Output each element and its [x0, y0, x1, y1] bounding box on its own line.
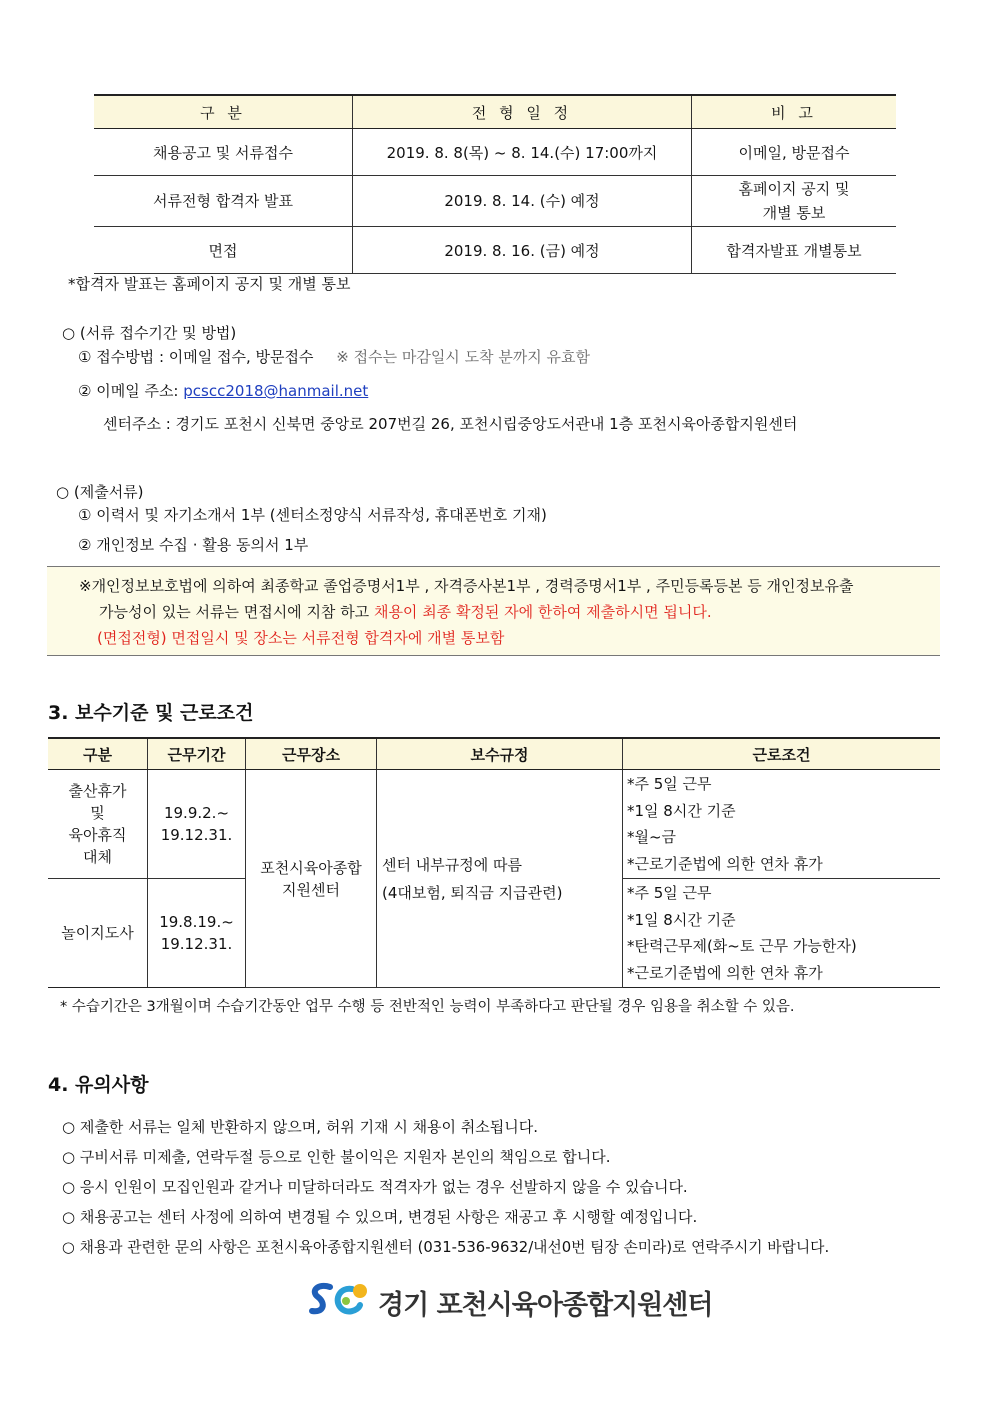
work-period: [148, 770, 246, 879]
pay-rule: [377, 770, 623, 988]
job-type-line: 및: [90, 804, 105, 822]
schedule-note: 이메일, 방문접수: [692, 129, 897, 176]
work-place-line: 지원센터: [282, 880, 340, 899]
work-conditions: [623, 879, 941, 988]
logo-text: 경기 포천시육아종합지원센터: [378, 1290, 713, 1321]
schedule-note: 합격자발표 개별통보: [692, 227, 897, 274]
table-row: [94, 176, 896, 227]
method-note: ※ 접수는 마감일시 도착 분까지 유효함: [336, 348, 591, 366]
schedule-table: [94, 94, 896, 274]
table-row: [94, 227, 896, 274]
section-title: 3. 보수기준 및 근로조건: [48, 702, 254, 724]
pay-header: 보수규정: [377, 738, 623, 770]
work-period: [148, 879, 246, 988]
schedule-item: 서류전형 합격자 발표: [94, 176, 353, 227]
notice-item: ○ 구비서류 미제출, 연락두절 등으로 인한 불이익은 지원자 본인의 책임으로 합니다.: [62, 1148, 611, 1166]
job-type-line: 출산휴가: [68, 782, 127, 800]
section-title: 4. 유의사항: [48, 1074, 149, 1096]
center-logo: [308, 1279, 713, 1321]
documents-note-box: [47, 566, 940, 656]
condition-line: *근로기준법에 의한 연차 휴가: [627, 854, 823, 873]
schedule-date: 2019. 8. 16. (금) 예정: [353, 227, 692, 274]
section3-footnote: * 수습기간은 3개월이며 수습기간동안 업무 수행 등 전반적인 능력이 부족하다고 판단될 경우 임용을 취소할 수 있음.: [60, 999, 795, 1015]
schedule-header-note: 비 고: [692, 95, 897, 129]
work-period-line: 19.8.19.~: [159, 913, 234, 931]
pay-rule-line: (4대보험, 퇴직금 지급관련): [382, 883, 563, 902]
work-place: [246, 770, 377, 988]
center-address: 센터주소 : 경기도 포천시 신북면 중앙로 207번길 26, 포천시립중앙도서관내 1층 포천시육아종합지원센터: [103, 415, 798, 433]
pay-header: 근무장소: [246, 738, 377, 770]
documents-item: ② 개인정보 수집 · 활용 동의서 1부: [78, 536, 309, 554]
application-method: [78, 346, 590, 367]
notice-item: ○ 채용공고는 센터 사정에 의하여 변경될 수 있으며, 변경된 사항은 재공고 후 시행할 예정입니다.: [62, 1208, 698, 1226]
note-line: ※개인정보보호법에 의하여 최종학교 졸업증명서1부 , 자격증사본1부 , 경력증명서1부 , 주민등록등본 등 개인정보유출: [79, 577, 854, 595]
condition-line: *주 5일 근무: [627, 775, 712, 793]
schedule-header-category: 구 분: [94, 95, 353, 129]
email-link[interactable]: pcscc2018@hanmail.net: [183, 382, 369, 400]
condition-line: *근로기준법에 의한 연차 휴가: [627, 963, 823, 982]
schedule-date: 2019. 8. 14. (수) 예정: [353, 176, 692, 227]
schedule-item: 채용공고 및 서류접수: [94, 129, 353, 176]
note-line: (면접전형) 면접일시 및 장소는 서류전형 합격자에 개별 통보함: [97, 629, 505, 647]
condition-line: *주 5일 근무: [627, 884, 712, 902]
pay-rule-line: 센터 내부규정에 따름: [382, 855, 522, 874]
notice-item: ○ 제출한 서류는 일체 반환하지 않으며, 허위 기재 시 채용이 취소됩니다.: [62, 1118, 539, 1136]
schedule-note-line: 홈페이지 공지 및: [738, 180, 850, 198]
schedule-footnote: *합격자 발표는 홈페이지 공지 및 개별 통보: [68, 275, 351, 293]
application-title: ○ (서류 접수기간 및 방법): [62, 324, 237, 342]
condition-line: *탄력근무제(화~토 근무 가능한자): [627, 937, 857, 955]
job-type-line: 육아휴직: [68, 826, 127, 844]
note-text-red: 채용이 최종 확정된 자에 한하여 제출하시면 됩니다.: [373, 603, 712, 621]
method-text: ① 접수방법 : 이메일 접수, 방문접수: [78, 348, 314, 366]
work-place-line: 포천시육아종합: [260, 858, 362, 877]
work-period-line: 19.9.2.~: [163, 804, 230, 822]
work-period-line: 19.12.31.: [160, 826, 233, 844]
pay-header: 근로조건: [623, 738, 941, 770]
pay-table: [48, 737, 940, 988]
condition-line: *월~금: [627, 828, 677, 846]
job-type: [48, 770, 148, 879]
notice-item: ○ 채용과 관련한 문의 사항은 포천시육아종합지원센터 (031-536-9632/내선0번 팀장 손미라)로 연락주시기 바랍니다.: [62, 1239, 830, 1256]
condition-line: *1일 8시간 기준: [627, 801, 736, 820]
work-conditions: [623, 770, 941, 879]
job-type-line: 대체: [83, 848, 112, 866]
documents-title: ○ (제출서류): [56, 483, 144, 501]
job-type: 놀이지도사: [48, 879, 148, 988]
note-line: [99, 601, 712, 622]
table-row: [48, 770, 940, 879]
schedule-note: [692, 176, 897, 227]
schedule-item: 면접: [94, 227, 353, 274]
pay-header: 근무기간: [148, 738, 246, 770]
logo-mark-icon: [308, 1279, 372, 1321]
table-row: [94, 129, 896, 176]
schedule-header-date: 전 형 일 정: [353, 95, 692, 129]
documents-item: ① 이력서 및 자기소개서 1부 (센터소정양식 서류작성, 휴대폰번호 기재): [78, 506, 547, 524]
note-text: 가능성이 있는 서류는 면접시에 지참 하고: [99, 603, 374, 621]
email-label: ② 이메일 주소:: [78, 382, 179, 400]
notice-item: ○ 응시 인원이 모집인원과 같거나 미달하더라도 적격자가 없는 경우 선발하지 않을 수 있습니다.: [62, 1178, 688, 1196]
condition-line: *1일 8시간 기준: [627, 910, 736, 929]
schedule-note-line: 개별 통보: [762, 204, 826, 222]
pay-header: 구분: [48, 738, 148, 770]
application-email: [78, 380, 368, 401]
work-period-line: 19.12.31.: [160, 935, 233, 953]
schedule-date: 2019. 8. 8(목) ~ 8. 14.(수) 17:00까지: [353, 129, 692, 176]
